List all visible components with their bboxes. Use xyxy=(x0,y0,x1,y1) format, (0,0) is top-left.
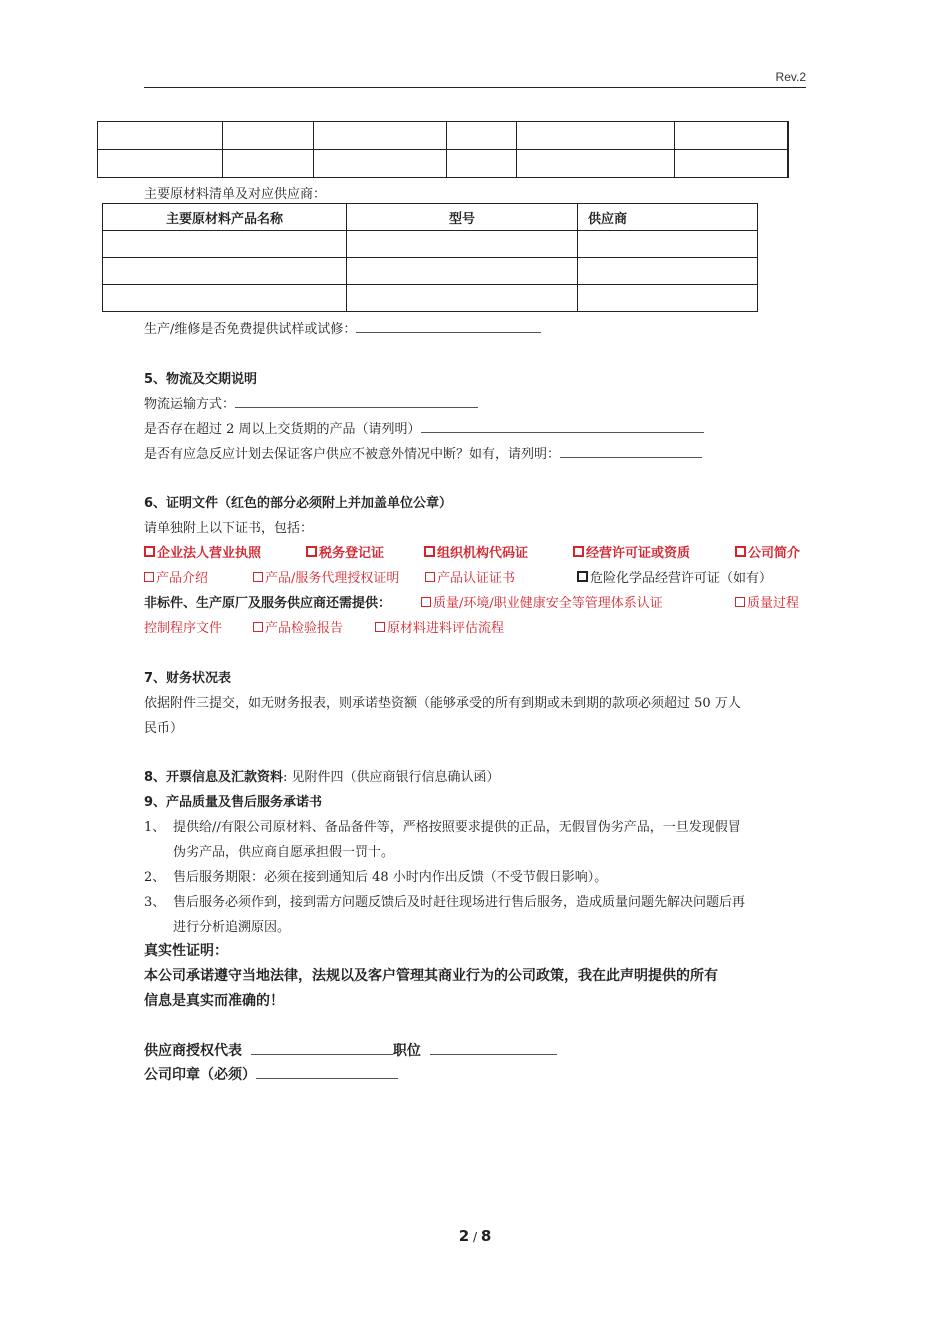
checkbox-icon[interactable] xyxy=(735,546,746,557)
list-item-cont: 伪劣产品，供应商自愿承担假一罚十。 xyxy=(173,845,395,860)
doc-incoming-eval[interactable]: 原材料进料评估流程 xyxy=(375,617,504,636)
position-blank[interactable] xyxy=(430,1042,557,1055)
list-item: 1、 提供给//有限公司原材料、备品备件等，严格按照要求提供的正品，无假冒伪劣产品，一旦发现假冒 xyxy=(144,820,741,835)
column-header: 型号 xyxy=(347,204,578,231)
required-doc-tax[interactable]: 税务登记证 xyxy=(306,542,384,561)
doc-quality-process-cont: 控制程序文件 xyxy=(144,621,223,636)
checkbox-icon[interactable] xyxy=(735,597,745,607)
transport-blank[interactable] xyxy=(235,395,478,408)
required-doc-profile[interactable]: 公司简介 xyxy=(735,542,800,561)
continued-table xyxy=(97,121,789,178)
list-item: 3、 售后服务必须作到，接到需方问题反馈后及时赶往现场进行售后服务，造成质量问题先解决问题后再 xyxy=(144,895,746,910)
required-doc-business-license[interactable]: 企业法人营业执照 xyxy=(144,542,261,561)
rep-blank[interactable] xyxy=(251,1042,393,1055)
seal-line: 公司印章（必须） xyxy=(144,1064,398,1084)
required-doc-license[interactable]: 经营许可证或资质 xyxy=(573,542,690,561)
checkbox-icon[interactable] xyxy=(424,546,435,557)
doc-quality-process[interactable]: 质量过程 xyxy=(735,592,799,611)
section9-title: 9、产品质量及售后服务承诺书 xyxy=(144,795,323,810)
section7-text-2: 民币） xyxy=(144,721,184,736)
authenticity-title: 真实性证明： xyxy=(144,943,228,959)
emergency-line: 是否有应急反应计划去保证客户供应不被意外情况中断？如有，请列明： xyxy=(144,443,702,462)
table-row xyxy=(103,258,758,285)
required-doc-org-code[interactable]: 组织机构代码证 xyxy=(424,542,528,561)
revision-label: Rev.2 xyxy=(775,70,806,84)
seal-blank[interactable] xyxy=(256,1066,398,1079)
doc-hazard-license[interactable]: 危险化学品经营许可证（如有） xyxy=(577,567,772,586)
checkbox-icon[interactable] xyxy=(425,572,435,582)
section6-title: 6、证明文件（红色的部分必须附上并加盖单位公章） xyxy=(144,496,453,511)
nonstandard-label: 非标件、生产原厂及服务供应商还需提供： xyxy=(144,596,392,611)
checkbox-icon[interactable] xyxy=(253,572,263,582)
checkbox-icon[interactable] xyxy=(577,571,588,582)
long-lead-line: 是否存在超过 2 周以上交货期的产品（请列明） xyxy=(144,418,704,437)
free-trial-question: 生产/维修是否免费提供试样或试修： xyxy=(144,318,541,337)
authenticity-line-1: 本公司承诺遵守当地法律，法规以及客户管理其商业行为的公司政策，我在此声明提供的所有 xyxy=(144,968,718,984)
doc-inspection-report[interactable]: 产品检验报告 xyxy=(253,617,343,636)
long-lead-blank[interactable] xyxy=(421,420,704,433)
authenticity-line-2: 信息是真实而准确的！ xyxy=(144,993,284,1009)
column-header: 供应商 xyxy=(578,204,758,231)
signature-line: 供应商授权代表 职位 xyxy=(144,1040,557,1060)
emergency-blank[interactable] xyxy=(560,445,702,458)
list-item: 2、 售后服务期限：必须在接到通知后 48 小时内作出反馈（不受节假日影响）。 xyxy=(144,870,608,885)
checkbox-icon[interactable] xyxy=(144,546,155,557)
section7-text-1: 依据附件三提交，如无财务报表，则承诺垫资额（能够承受的所有到期或未到期的款项必须超过 50 万人 xyxy=(144,696,741,711)
materials-table xyxy=(102,203,758,312)
doc-product-intro[interactable]: 产品介绍 xyxy=(144,567,208,586)
checkbox-icon[interactable] xyxy=(573,546,584,557)
table-header-row xyxy=(103,204,758,231)
checkbox-icon[interactable] xyxy=(253,622,263,632)
table-row xyxy=(103,285,758,312)
list-item-cont: 进行分析追溯原因。 xyxy=(173,920,291,935)
table-row xyxy=(103,231,758,258)
section8-title: 8、开票信息及汇款资料 xyxy=(144,770,284,785)
section6-intro: 请单独附上以下证书，包括： xyxy=(144,521,314,536)
table-row xyxy=(98,122,789,150)
checkbox-icon[interactable] xyxy=(144,572,154,582)
checkbox-icon[interactable] xyxy=(306,546,317,557)
table-row xyxy=(98,150,789,178)
checkbox-icon[interactable] xyxy=(421,597,431,607)
section8-line xyxy=(144,766,500,785)
header-divider xyxy=(144,87,806,88)
section8-text: : 见附件四（供应商银行信息确认函） xyxy=(283,770,500,785)
doc-agency-auth[interactable]: 产品/服务代理授权证明 xyxy=(253,567,399,586)
section5-title: 5、物流及交期说明 xyxy=(144,372,258,387)
doc-management-system[interactable]: 质量/环境/职业健康安全等管理体系认证 xyxy=(421,592,663,611)
column-header: 主要原材料产品名称 xyxy=(103,204,347,231)
transport-line: 物流运输方式： xyxy=(144,393,478,412)
doc-product-cert[interactable]: 产品认证证书 xyxy=(425,567,515,586)
page-number: 2 / 8 xyxy=(458,1227,492,1245)
section7-title: 7、财务状况表 xyxy=(144,671,232,686)
materials-intro: 主要原材料清单及对应供应商： xyxy=(144,187,327,202)
free-trial-blank[interactable] xyxy=(356,320,541,333)
checkbox-icon[interactable] xyxy=(375,622,385,632)
